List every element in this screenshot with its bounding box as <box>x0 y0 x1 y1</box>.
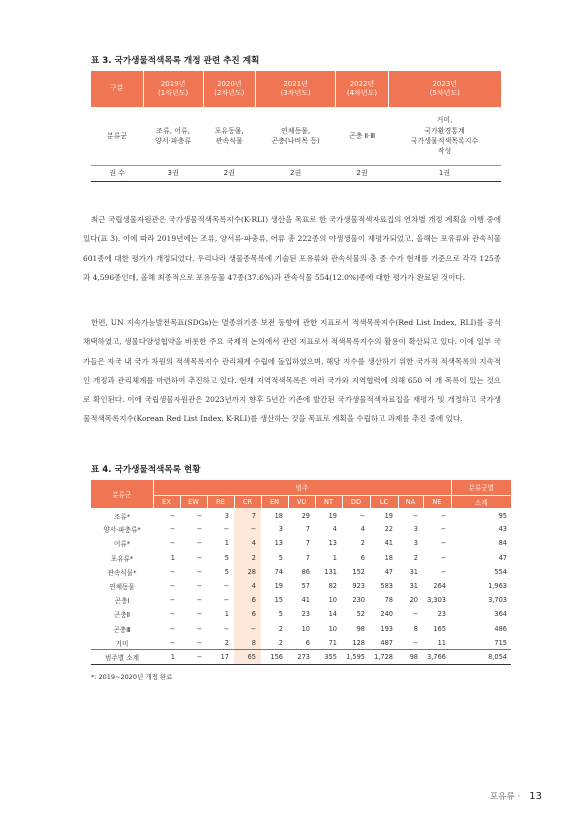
subtotal-cell: 84 <box>498 539 507 548</box>
count-cell: 71 <box>328 638 337 647</box>
volume-cell: 2권 <box>203 165 255 181</box>
subtotal-cell: 715 <box>494 638 507 647</box>
footer-separator: · <box>517 792 521 802</box>
count-cell: 2 <box>413 553 418 562</box>
count-cell: 7 <box>305 525 310 534</box>
count-cell: − <box>412 512 418 521</box>
count-cell: − <box>169 525 175 534</box>
taxa-cell: 연체동물, 곤충(나비목 등) <box>255 107 336 165</box>
count-cell: 18 <box>384 553 393 562</box>
count-cell: − <box>359 512 365 521</box>
count-cell: 1 <box>224 539 229 548</box>
count-cell: 2 <box>278 624 283 633</box>
count-cell: 3,766 <box>423 650 451 664</box>
volume-cell: 2권 <box>255 165 336 181</box>
count-cell: 6 <box>234 607 261 621</box>
subtotal-cell: 8,054 <box>451 650 511 664</box>
count-cell: 1 <box>153 650 180 664</box>
count-cell: − <box>196 539 202 548</box>
count-cell: − <box>412 610 418 619</box>
summary-row <box>91 650 511 664</box>
count-cell: − <box>412 638 418 647</box>
count-cell: 10 <box>301 624 310 633</box>
count-cell: 8 <box>413 624 418 633</box>
count-cell: 193 <box>380 624 393 633</box>
count-cell: − <box>196 582 202 591</box>
table3-header-year: 2023년 (5차년도) <box>388 71 501 107</box>
taxa-cell: 곤충 Ⅱ·Ⅲ <box>336 107 388 165</box>
row-label: 권 수 <box>91 165 143 181</box>
count-cell: 28 <box>234 565 261 579</box>
count-cell: − <box>169 512 175 521</box>
count-cell: 57 <box>301 582 310 591</box>
count-cell: 583 <box>380 582 393 591</box>
count-cell: 17 <box>207 650 234 664</box>
count-cell: 240 <box>380 610 393 619</box>
taxa-cell: 조류, 어류, 양서·파충류 <box>143 107 203 165</box>
count-cell: 74 <box>274 567 283 576</box>
count-cell: − <box>234 522 261 536</box>
taxa-cell: 포유동물, 관속식물 <box>203 107 255 165</box>
count-cell: 10 <box>328 596 337 605</box>
table4-header-total: 분류군별 <box>451 480 511 495</box>
count-cell: 47 <box>384 567 393 576</box>
count-cell: − <box>196 638 202 647</box>
count-cell: 1,728 <box>370 650 398 664</box>
count-cell: − <box>223 624 229 633</box>
category-header-re: RE <box>207 495 234 508</box>
count-cell: 86 <box>301 567 310 576</box>
count-cell: 14 <box>328 610 337 619</box>
table-row <box>91 107 501 165</box>
count-cell: 1 <box>224 610 229 619</box>
count-cell: − <box>440 553 446 562</box>
count-cell: 6 <box>360 553 365 562</box>
red-list-status-table <box>91 480 511 665</box>
table-row <box>91 607 511 621</box>
volume-cell: 1권 <box>388 165 501 181</box>
count-cell: − <box>440 539 446 548</box>
table-row <box>91 593 511 607</box>
taxon-name: 포유류* <box>110 554 134 563</box>
table3-header-year: 2021년 (3차년도) <box>255 71 336 107</box>
table-row <box>91 622 511 636</box>
table4-header-total: 소계 <box>451 495 511 508</box>
subtotal-cell: 1,963 <box>488 582 507 591</box>
count-cell: 128 <box>352 638 365 647</box>
count-cell: 4 <box>234 579 261 593</box>
subtotal-cell: 486 <box>494 624 507 633</box>
count-cell: 2 <box>234 551 261 565</box>
table-row <box>91 636 511 650</box>
count-cell: 23 <box>301 610 310 619</box>
count-cell: − <box>440 512 446 521</box>
count-cell: 5 <box>224 553 229 562</box>
count-cell: − <box>180 650 207 664</box>
count-cell: − <box>196 553 202 562</box>
body-paragraph: 한편, UN 지속가능발전목표(SDGs)는 멸종위기종 보전 동향에 관한 지표로서 적색목록지수(Red List Index, RLI)를 공식 채택하였고, 생물다양성협약을 비롯한 주요 국제적 논의에서 관련 지표로서 적색목록지수의 활용이 확산되고 있다. 이에 일부 국가들은 자국 내 국가 차원의 적색목록지수 관리체계 수립에 돌입하였으며, 해당 지수를 생산하기 위한 국가적 적색목록의 지속적인 개정과 관리체계를 마련하여 추진하고 있다. 현재 지역적색목록은 여러 국가와 지역협력에 의해 650 여 개 목록이 있는 것으로 확인된다. 이에 국립생물자원관은 2023년까지 향후 5년간 기존에 발간된 국가생물적색자료집을 재평가 및 개정하고 국가생물적색목록지수(Korean Red List Index, K-RLI)를 생산하는 것을 목표로 계획을 수립하고 과제를 추진 중에 있다. <box>83 318 501 424</box>
count-cell: 156 <box>261 650 288 664</box>
table-row <box>91 579 511 593</box>
count-cell: − <box>196 596 202 605</box>
count-cell: 41 <box>384 539 393 548</box>
count-cell: − <box>169 582 175 591</box>
count-cell: − <box>169 624 175 633</box>
count-cell: 19 <box>328 512 337 521</box>
count-cell: 487 <box>380 638 393 647</box>
table-row <box>91 165 501 181</box>
taxon-name: 연체동물 <box>109 583 135 592</box>
count-cell: 11 <box>437 638 446 647</box>
count-cell: 6 <box>305 638 310 647</box>
count-cell: 6 <box>234 593 261 607</box>
count-cell: 923 <box>352 582 365 591</box>
count-cell: − <box>223 525 229 534</box>
table4-header-category: 범주 <box>153 480 451 495</box>
count-cell: 65 <box>234 650 261 664</box>
page-number: 13 <box>529 791 542 802</box>
footer-section: 포유류 <box>489 792 515 802</box>
count-cell: 41 <box>301 596 310 605</box>
count-cell: 3 <box>224 512 229 521</box>
table-row <box>91 565 511 579</box>
table3-header-year: 2019년 (1차년도) <box>143 71 203 107</box>
table4-caption: 표 4. 국가생물적색목록 현황 <box>91 465 201 475</box>
count-cell: − <box>196 610 202 619</box>
count-cell: 4 <box>234 536 261 550</box>
count-cell: 2 <box>278 638 283 647</box>
count-cell: 1 <box>170 553 175 562</box>
count-cell: − <box>196 512 202 521</box>
count-cell: 1,595 <box>342 650 370 664</box>
count-cell: − <box>223 582 229 591</box>
volume-cell: 2권 <box>336 165 388 181</box>
count-cell: 10 <box>328 624 337 633</box>
table3-header-year: 2020년 (2차년도) <box>203 71 255 107</box>
row-label: 분류군 <box>91 107 143 165</box>
taxon-name: 곤충Ⅲ <box>113 625 131 634</box>
table3-caption: 표 3. 국가생물적색목록 개정 관련 추진 계획 <box>91 56 260 66</box>
revision-plan-table <box>91 71 501 182</box>
count-cell: 23 <box>437 610 446 619</box>
taxon-name: 관속식물* <box>107 568 137 577</box>
count-cell: 4 <box>360 525 365 534</box>
count-cell: 2 <box>224 638 229 647</box>
count-cell: − <box>196 567 202 576</box>
count-cell: 15 <box>274 596 283 605</box>
taxon-name: 거미 <box>115 639 129 648</box>
category-header-na: NA <box>398 495 423 508</box>
category-header-vu: VU <box>288 495 315 508</box>
count-cell: 264 <box>433 582 446 591</box>
subtotal-cell: 43 <box>498 525 507 534</box>
count-cell: 355 <box>315 650 342 664</box>
count-cell: 3 <box>413 539 418 548</box>
count-cell: 31 <box>409 582 418 591</box>
body-paragraph: 최근 국립생물자원관은 국가생물적색목록지수(K-RLI) 생산을 목표로 한 국가생물적색자료집의 연차별 개정 계획을 이행 중에 있다(표 3). 이에 따라 2019년에는 조류, 양서류·파충류, 어류 총 222종의 야생생물이 재평가되었고, 올해는 포유류와 관속식물 601종에 대한 평가가 개정되었다. 우리나라 생물종목록에 기술된 포유류와 관속식물의 총 종 수가 현재를 기준으로 각각 125종과 4,596종인데, 올해 최종적으로 포유동물 47종(37.6%)과 관속식물 554(12.0%)종에 대한 평가가 완료된 것이다. <box>83 215 501 282</box>
table-row <box>91 508 511 522</box>
table-row <box>91 551 511 565</box>
count-cell: 7 <box>234 508 261 522</box>
count-cell: 31 <box>409 567 418 576</box>
count-cell: 230 <box>352 596 365 605</box>
taxon-name: 범주별 소계 <box>91 650 153 664</box>
count-cell: 7 <box>305 539 310 548</box>
count-cell: 19 <box>274 582 283 591</box>
count-cell: − <box>440 567 446 576</box>
table-row <box>91 536 511 550</box>
taxon-name: 조류* <box>113 513 131 522</box>
taxon-name: 곤충Ⅱ <box>114 611 130 620</box>
taxon-name: 어류* <box>113 540 131 549</box>
count-cell: 4 <box>332 525 337 534</box>
taxon-name: 양서·파충류* <box>103 526 141 535</box>
count-cell: − <box>169 638 175 647</box>
count-cell: 98 <box>398 650 423 664</box>
category-header-en: EN <box>261 495 288 508</box>
count-cell: 98 <box>356 624 365 633</box>
count-cell: − <box>223 596 229 605</box>
category-header-nt: NT <box>315 495 342 508</box>
count-cell: 152 <box>352 567 365 576</box>
category-header-ex: EX <box>153 495 180 508</box>
count-cell: 1 <box>332 553 337 562</box>
table-row <box>91 522 511 536</box>
category-header-lc: LC <box>370 495 398 508</box>
count-cell: − <box>196 624 202 633</box>
taxon-name: 곤충Ⅰ <box>114 597 130 606</box>
count-cell: − <box>169 610 175 619</box>
count-cell: 8 <box>234 636 261 650</box>
count-cell: 3 <box>278 525 283 534</box>
count-cell: − <box>169 567 175 576</box>
count-cell: 13 <box>328 539 337 548</box>
count-cell: 7 <box>305 553 310 562</box>
count-cell: − <box>440 525 446 534</box>
table3-header-label: 구분 <box>91 71 143 107</box>
category-header-ne: NE <box>423 495 451 508</box>
category-header-cr: CR <box>234 495 261 508</box>
volume-cell: 3권 <box>143 165 203 181</box>
count-cell: 20 <box>409 596 418 605</box>
count-cell: 78 <box>384 596 393 605</box>
count-cell: 52 <box>356 610 365 619</box>
count-cell: 5 <box>278 553 283 562</box>
count-cell: 5 <box>278 610 283 619</box>
count-cell: − <box>169 596 175 605</box>
count-cell: 18 <box>274 512 283 521</box>
subtotal-cell: 95 <box>498 512 507 521</box>
count-cell: 29 <box>301 512 310 521</box>
taxa-cell: 거미, 국가환경통계 국가생물적색목록지수 작성 <box>388 107 501 165</box>
page-footer <box>490 790 542 802</box>
count-cell: 273 <box>288 650 315 664</box>
subtotal-cell: 364 <box>494 610 507 619</box>
category-header-dd: DD <box>342 495 370 508</box>
count-cell: − <box>169 539 175 548</box>
count-cell: 13 <box>274 539 283 548</box>
table4-header-taxa: 분류군 <box>91 480 153 508</box>
count-cell: 5 <box>224 567 229 576</box>
count-cell: − <box>234 622 261 636</box>
table3-header-year: 2022년 (4차년도) <box>336 71 388 107</box>
count-cell: 22 <box>384 525 393 534</box>
count-cell: 3,303 <box>427 596 446 605</box>
footnote: *: 2019~2020년 개정 완료 <box>91 673 173 681</box>
count-cell: 3 <box>413 525 418 534</box>
count-cell: 82 <box>328 582 337 591</box>
count-cell: 19 <box>384 512 393 521</box>
count-cell: − <box>196 525 202 534</box>
subtotal-cell: 554 <box>494 567 507 576</box>
subtotal-cell: 3,703 <box>488 596 507 605</box>
category-header-ew: EW <box>180 495 207 508</box>
count-cell: 165 <box>433 624 446 633</box>
subtotal-cell: 47 <box>498 553 507 562</box>
count-cell: 2 <box>360 539 365 548</box>
count-cell: 131 <box>324 567 337 576</box>
